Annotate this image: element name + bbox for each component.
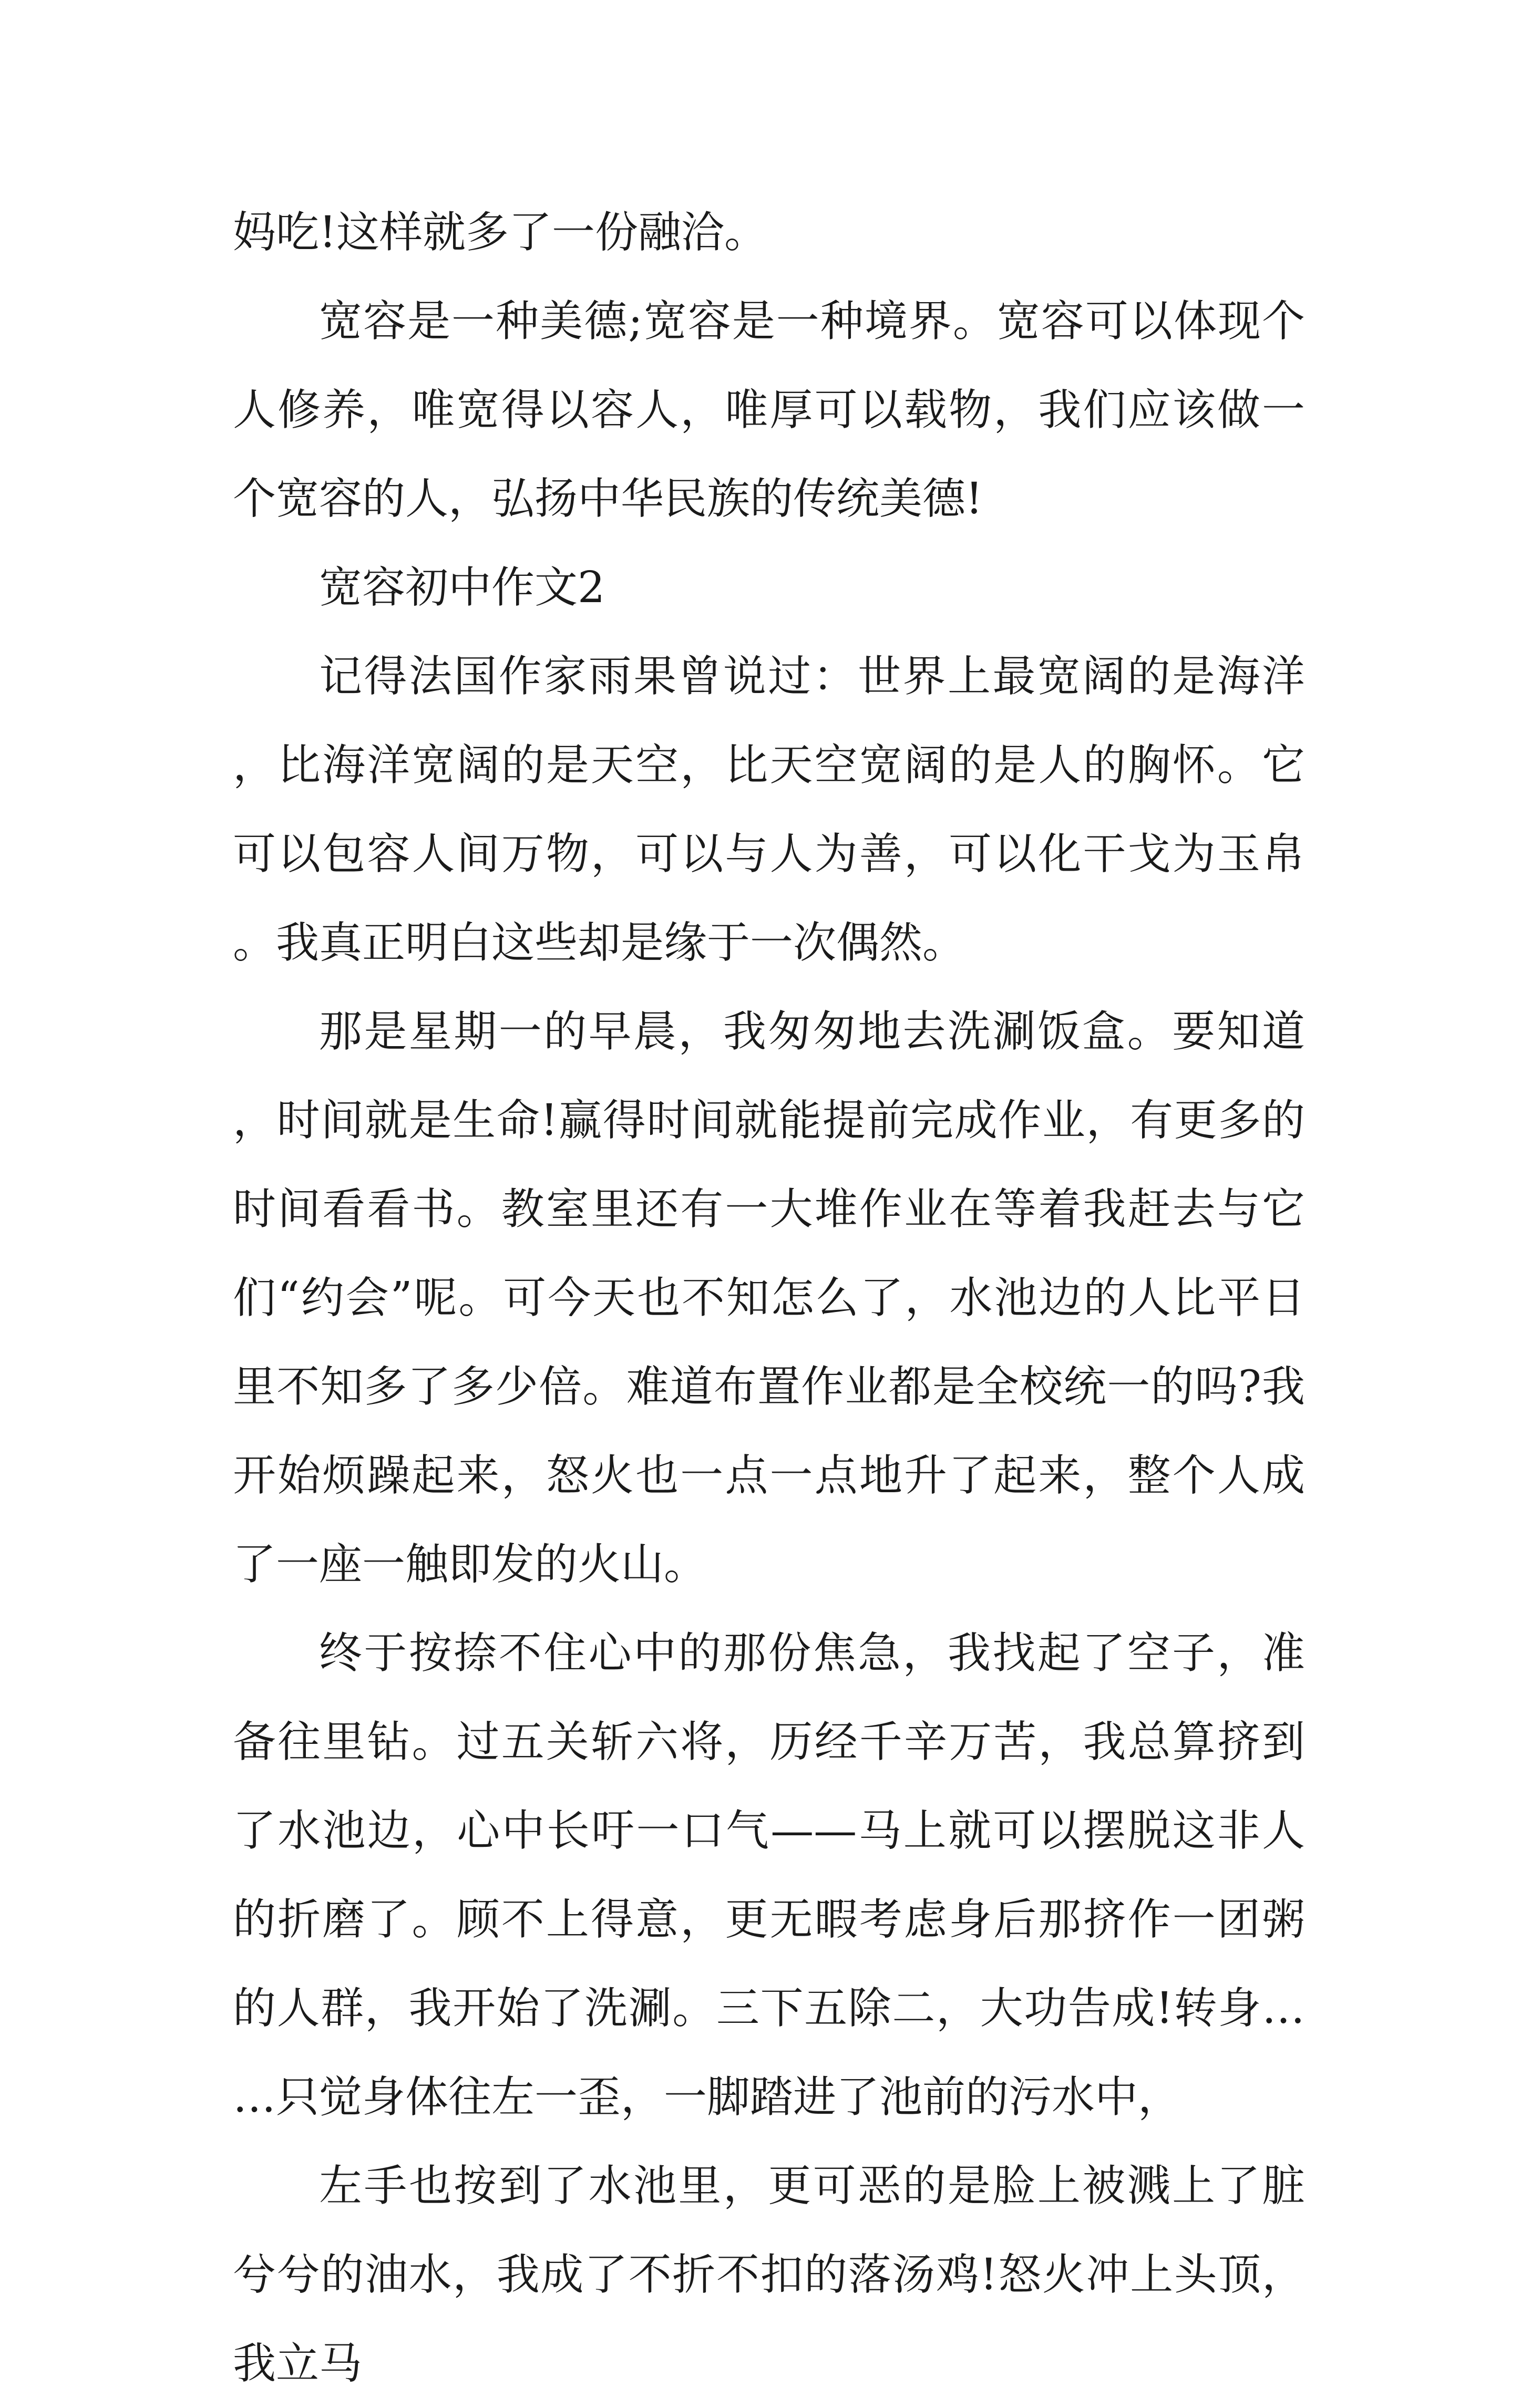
paragraph-intro: 记得法国作家雨果曾说过：世界上最宽阔的是海洋，比海洋宽阔的是天空，比天空宽阔的是人的胸怀。它可以包容人间万物，可以与人为善，可以化干戈为玉帛。我真正明白这些却是缘于一次偶然。 (233, 652, 1305, 968)
paragraph-morning: 那是星期一的早晨，我匆匆地去洗涮饭盒。要知道，时间就是生命!赢得时间就能提前完成作业，有更多的时间看看书。教室里还有一大堆作业在等着我赶去与它们“约会”呢。可今天也不知怎么了，水池边的人比平日里不知多了多少倍。难道布置作业都是全校统一的吗?我开始烦躁起来，怒火也一点一点地升了起来，整个人成了一座一触即发的火山。 (233, 1007, 1305, 1589)
paragraph-conclusion: 宽容是一种美德;宽容是一种境界。宽容可以体现个人修养，唯宽得以容人，唯厚可以载物，我们应该做一个宽容的人，弘扬中华民族的传统美德! (233, 296, 1305, 524)
paragraph-squeeze: 终于按捺不住心中的那份焦急，我找起了空子，准备往里钻。过五关斩六将，历经千辛万苦，我总算挤到了水池边，心中长吁一口气——马上就可以摆脱这非人的折磨了。顾不上得意，更无暇考虑身后那挤作一团粥的人群，我开始了洗涮。三下五除二，大功告成!转身……只觉身体往左一歪，一脚踏进了池前的污水中， (233, 1628, 1305, 2122)
paragraph-continuation: 妈吃!这样就多了一份融洽。 (233, 208, 767, 257)
essay-heading: 宽容初中作文2 (319, 563, 605, 613)
document-body (233, 188, 1305, 2408)
paragraph-splash: 左手也按到了水池里，更可恶的是脸上被溅上了脏兮兮的油水，我成了不折不扣的落汤鸡!怒火冲上头顶，我立马 (233, 2161, 1305, 2389)
